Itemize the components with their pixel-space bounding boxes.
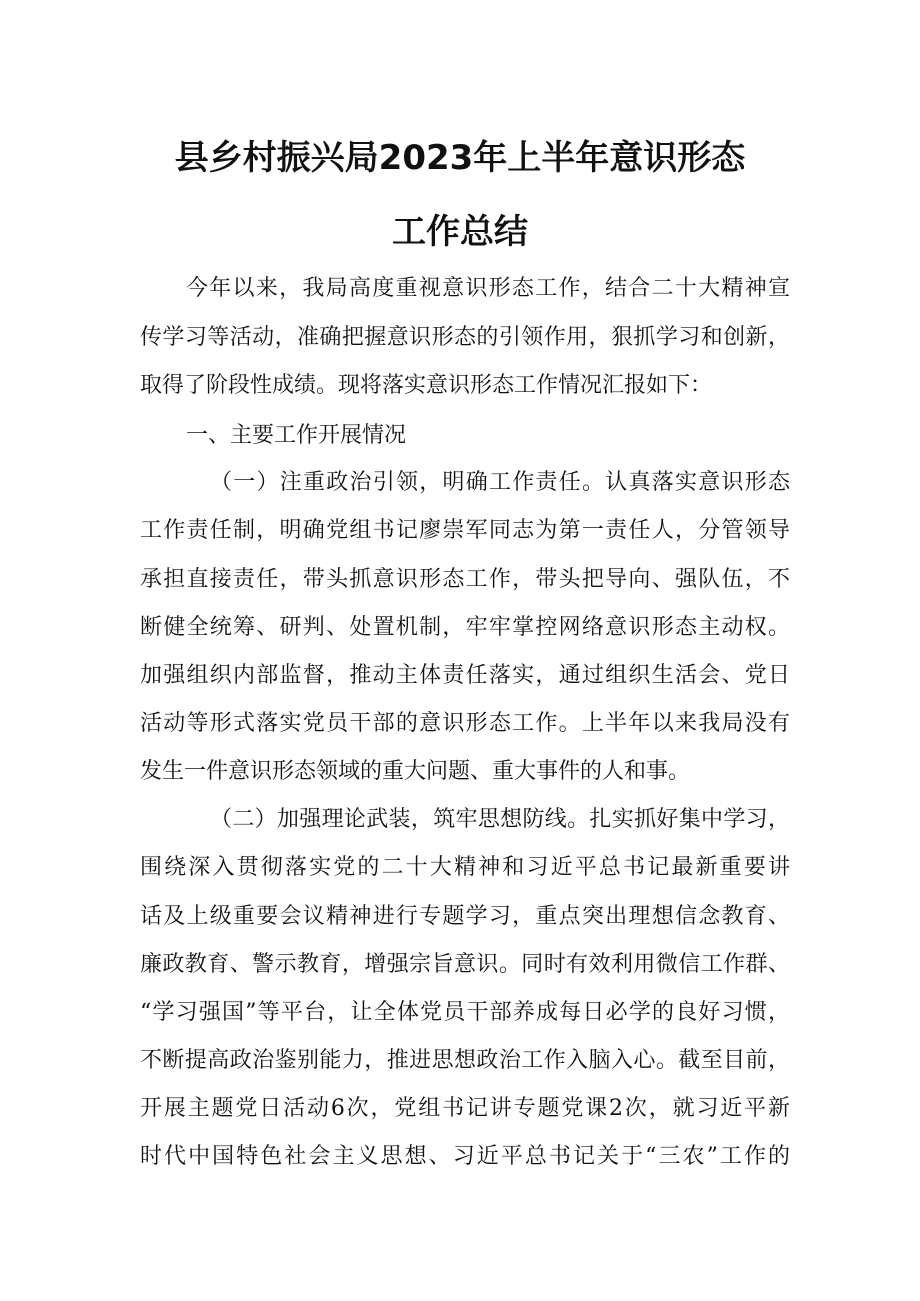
intro-line-2: 传学习等活动，准确把握意识形态的引领作用，狠抓学习和创新， [140, 325, 790, 350]
subsection-1-line-3: 承担直接责任，带头抓意识形态工作，带头把导向、强队伍，不 [140, 567, 790, 592]
subsection-2-line-7: 开展主题党日活动6次，党组书记讲专题党课2次，就习近平新 [140, 1096, 790, 1121]
subsection-2-line-2: 围绕深入贯彻落实党的二十大精神和习近平总书记最新重要讲 [140, 855, 790, 880]
subsection-2-line-4: 廉政教育、警示教育，增强宗旨意识。同时有效利用微信工作群、 [140, 952, 790, 977]
document-title-line-2: 工作总结 [392, 212, 528, 252]
subsection-2-line-5: “学习强国”等平台，让全体党员干部养成每日必学的良好习惯， [140, 1000, 790, 1025]
subsection-2-line-6: 不断提高政治鉴别能力，推进思想政治工作入脑入心。截至目前， [140, 1048, 790, 1073]
subsection-1-line-2: 工作责任制，明确党组书记廖崇军同志为第一责任人，分管领导 [140, 518, 790, 543]
intro-line-1: 今年以来，我局高度重视意识形态工作，结合二十大精神宣 [186, 276, 790, 301]
subsection-1-line-5: 加强组织内部监督，推动主体责任落实，通过组织生活会、党日 [140, 663, 790, 688]
subsection-2-line-8: 时代中国特色社会主义思想、习近平总书记关于“三农”工作的 [140, 1144, 790, 1169]
subsection-1-line-1: （一）注重政治引领，明确工作责任。认真落实意识形态 [210, 470, 790, 495]
subsection-2-line-3: 话及上级重要会议精神进行专题学习，重点突出理想信念教育、 [140, 904, 790, 929]
subsection-1-line-4: 断健全统筹、研判、处置机制，牢牢掌控网络意识形态主动权。 [140, 615, 790, 640]
subsection-1-line-6: 活动等形式落实党员干部的意识形态工作。上半年以来我局没有 [140, 711, 790, 736]
section-1-heading: 一、主要工作开展情况 [186, 423, 407, 448]
subsection-1-line-7: 发生一件意识形态领域的重大问题、重大事件的人和事。 [140, 759, 691, 784]
subsection-2-line-1: （二）加强理论武装，筑牢思想防线。扎实抓好集中学习， [210, 807, 790, 832]
intro-line-3: 取得了阶段性成绩。现将落实意识形态工作情况汇报如下： [140, 373, 713, 398]
document-title-line-1: 县乡村振兴局2023年上半年意识形态 [174, 138, 746, 178]
